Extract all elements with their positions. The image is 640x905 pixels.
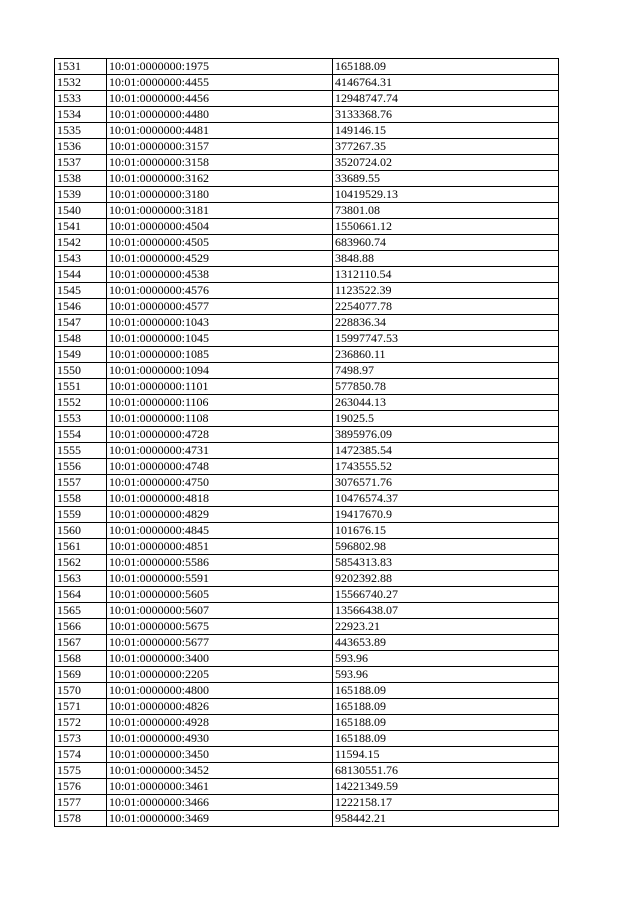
row-number-cell: 1546: [55, 299, 107, 315]
cadastral-number-cell: 10:01:0000000:3450: [107, 747, 333, 763]
value-cell: 1550661.12: [333, 219, 559, 235]
value-cell: 5854313.83: [333, 555, 559, 571]
value-cell: 165188.09: [333, 715, 559, 731]
cadastral-number-cell: 10:01:0000000:4455: [107, 75, 333, 91]
table-row: [55, 283, 559, 299]
cadastral-number-cell: 10:01:0000000:4826: [107, 699, 333, 715]
row-number-cell: 1534: [55, 107, 107, 123]
row-number-cell: 1570: [55, 683, 107, 699]
cadastral-number-cell: 10:01:0000000:4851: [107, 539, 333, 555]
row-number-cell: 1552: [55, 395, 107, 411]
row-number-cell: 1533: [55, 91, 107, 107]
value-cell: 1472385.54: [333, 443, 559, 459]
row-number-cell: 1565: [55, 603, 107, 619]
value-cell: 1123522.39: [333, 283, 559, 299]
table-row: [55, 603, 559, 619]
value-cell: 443653.89: [333, 635, 559, 651]
row-number-cell: 1532: [55, 75, 107, 91]
table-row: [55, 779, 559, 795]
table-row: [55, 731, 559, 747]
row-number-cell: 1539: [55, 187, 107, 203]
row-number-cell: 1542: [55, 235, 107, 251]
cadastral-number-cell: 10:01:0000000:4800: [107, 683, 333, 699]
cadastral-number-cell: 10:01:0000000:4481: [107, 123, 333, 139]
table-row: [55, 171, 559, 187]
cadastral-number-cell: 10:01:0000000:1106: [107, 395, 333, 411]
value-cell: 15997747.53: [333, 331, 559, 347]
table-row: [55, 667, 559, 683]
table-row: [55, 811, 559, 827]
value-cell: 12948747.74: [333, 91, 559, 107]
value-cell: 683960.74: [333, 235, 559, 251]
row-number-cell: 1547: [55, 315, 107, 331]
cadastral-number-cell: 10:01:0000000:1085: [107, 347, 333, 363]
cadastral-value-table: [54, 58, 559, 827]
table-row: [55, 523, 559, 539]
cadastral-number-cell: 10:01:0000000:4505: [107, 235, 333, 251]
cadastral-number-cell: 10:01:0000000:1045: [107, 331, 333, 347]
value-cell: 14221349.59: [333, 779, 559, 795]
row-number-cell: 1535: [55, 123, 107, 139]
table-row: [55, 315, 559, 331]
table-row: [55, 411, 559, 427]
value-cell: 33689.55: [333, 171, 559, 187]
table-row: [55, 555, 559, 571]
value-cell: 1743555.52: [333, 459, 559, 475]
cadastral-number-cell: 10:01:0000000:4748: [107, 459, 333, 475]
value-cell: 377267.35: [333, 139, 559, 155]
table-row: [55, 75, 559, 91]
row-number-cell: 1578: [55, 811, 107, 827]
row-number-cell: 1575: [55, 763, 107, 779]
row-number-cell: 1561: [55, 539, 107, 555]
table-row: [55, 155, 559, 171]
table-row: [55, 651, 559, 667]
table-row: [55, 715, 559, 731]
value-cell: 165188.09: [333, 683, 559, 699]
row-number-cell: 1556: [55, 459, 107, 475]
value-cell: 9202392.88: [333, 571, 559, 587]
row-number-cell: 1543: [55, 251, 107, 267]
value-cell: 11594.15: [333, 747, 559, 763]
table-row: [55, 491, 559, 507]
value-cell: 2254077.78: [333, 299, 559, 315]
cadastral-number-cell: 10:01:0000000:5607: [107, 603, 333, 619]
value-cell: 958442.21: [333, 811, 559, 827]
row-number-cell: 1564: [55, 587, 107, 603]
cadastral-number-cell: 10:01:0000000:1975: [107, 59, 333, 75]
row-number-cell: 1553: [55, 411, 107, 427]
table-row: [55, 443, 559, 459]
value-cell: 3133368.76: [333, 107, 559, 123]
value-cell: 68130551.76: [333, 763, 559, 779]
cadastral-number-cell: 10:01:0000000:3158: [107, 155, 333, 171]
row-number-cell: 1554: [55, 427, 107, 443]
table-row: [55, 795, 559, 811]
value-cell: 3848.88: [333, 251, 559, 267]
row-number-cell: 1538: [55, 171, 107, 187]
row-number-cell: 1574: [55, 747, 107, 763]
cadastral-number-cell: 10:01:0000000:4576: [107, 283, 333, 299]
cadastral-number-cell: 10:01:0000000:3400: [107, 651, 333, 667]
cadastral-number-cell: 10:01:0000000:5591: [107, 571, 333, 587]
table-row: [55, 763, 559, 779]
row-number-cell: 1563: [55, 571, 107, 587]
value-cell: 3076571.76: [333, 475, 559, 491]
value-cell: 7498.97: [333, 363, 559, 379]
row-number-cell: 1536: [55, 139, 107, 155]
table-row: [55, 299, 559, 315]
cadastral-number-cell: 10:01:0000000:4480: [107, 107, 333, 123]
row-number-cell: 1557: [55, 475, 107, 491]
table-row: [55, 363, 559, 379]
cadastral-number-cell: 10:01:0000000:3469: [107, 811, 333, 827]
cadastral-number-cell: 10:01:0000000:5677: [107, 635, 333, 651]
row-number-cell: 1576: [55, 779, 107, 795]
table-row: [55, 347, 559, 363]
value-cell: 165188.09: [333, 731, 559, 747]
cadastral-number-cell: 10:01:0000000:3181: [107, 203, 333, 219]
value-cell: 15566740.27: [333, 587, 559, 603]
table-row: [55, 747, 559, 763]
cadastral-number-cell: 10:01:0000000:3452: [107, 763, 333, 779]
row-number-cell: 1566: [55, 619, 107, 635]
cadastral-number-cell: 10:01:0000000:2205: [107, 667, 333, 683]
row-number-cell: 1558: [55, 491, 107, 507]
table-row: [55, 683, 559, 699]
row-number-cell: 1540: [55, 203, 107, 219]
table-row: [55, 587, 559, 603]
value-cell: 165188.09: [333, 699, 559, 715]
value-cell: 22923.21: [333, 619, 559, 635]
cadastral-number-cell: 10:01:0000000:4504: [107, 219, 333, 235]
row-number-cell: 1548: [55, 331, 107, 347]
cadastral-number-cell: 10:01:0000000:3162: [107, 171, 333, 187]
cadastral-number-cell: 10:01:0000000:1043: [107, 315, 333, 331]
table-row: [55, 251, 559, 267]
cadastral-number-cell: 10:01:0000000:4529: [107, 251, 333, 267]
cadastral-number-cell: 10:01:0000000:4845: [107, 523, 333, 539]
table-row: [55, 395, 559, 411]
table-row: [55, 571, 559, 587]
cadastral-number-cell: 10:01:0000000:5605: [107, 587, 333, 603]
table-row: [55, 619, 559, 635]
row-number-cell: 1549: [55, 347, 107, 363]
table-row: [55, 331, 559, 347]
cadastral-number-cell: 10:01:0000000:1094: [107, 363, 333, 379]
cadastral-number-cell: 10:01:0000000:1108: [107, 411, 333, 427]
cadastral-number-cell: 10:01:0000000:4456: [107, 91, 333, 107]
value-cell: 10419529.13: [333, 187, 559, 203]
row-number-cell: 1572: [55, 715, 107, 731]
table-row: [55, 539, 559, 555]
cadastral-number-cell: 10:01:0000000:4577: [107, 299, 333, 315]
value-cell: 73801.08: [333, 203, 559, 219]
table-row: [55, 427, 559, 443]
table-row: [55, 187, 559, 203]
table-row: [55, 59, 559, 75]
value-cell: 1222158.17: [333, 795, 559, 811]
value-cell: 19025.5: [333, 411, 559, 427]
value-cell: 149146.15: [333, 123, 559, 139]
cadastral-number-cell: 10:01:0000000:4829: [107, 507, 333, 523]
row-number-cell: 1551: [55, 379, 107, 395]
cadastral-number-cell: 10:01:0000000:4728: [107, 427, 333, 443]
cadastral-number-cell: 10:01:0000000:5586: [107, 555, 333, 571]
row-number-cell: 1559: [55, 507, 107, 523]
table-row: [55, 235, 559, 251]
row-number-cell: 1562: [55, 555, 107, 571]
table-row: [55, 699, 559, 715]
row-number-cell: 1560: [55, 523, 107, 539]
value-cell: 3520724.02: [333, 155, 559, 171]
cadastral-number-cell: 10:01:0000000:1101: [107, 379, 333, 395]
value-cell: 3895976.09: [333, 427, 559, 443]
table-row: [55, 459, 559, 475]
value-cell: 1312110.54: [333, 267, 559, 283]
table-row: [55, 123, 559, 139]
cadastral-number-cell: 10:01:0000000:4930: [107, 731, 333, 747]
cadastral-number-cell: 10:01:0000000:3157: [107, 139, 333, 155]
table-row: [55, 379, 559, 395]
row-number-cell: 1550: [55, 363, 107, 379]
cadastral-number-cell: 10:01:0000000:4731: [107, 443, 333, 459]
row-number-cell: 1573: [55, 731, 107, 747]
row-number-cell: 1545: [55, 283, 107, 299]
row-number-cell: 1569: [55, 667, 107, 683]
table-row: [55, 267, 559, 283]
value-cell: 10476574.37: [333, 491, 559, 507]
row-number-cell: 1537: [55, 155, 107, 171]
table-row: [55, 475, 559, 491]
table-row: [55, 219, 559, 235]
cadastral-number-cell: 10:01:0000000:4928: [107, 715, 333, 731]
value-cell: 593.96: [333, 667, 559, 683]
table-row: [55, 139, 559, 155]
cadastral-number-cell: 10:01:0000000:4818: [107, 491, 333, 507]
row-number-cell: 1541: [55, 219, 107, 235]
row-number-cell: 1567: [55, 635, 107, 651]
cadastral-number-cell: 10:01:0000000:4750: [107, 475, 333, 491]
table-row: [55, 507, 559, 523]
value-cell: 228836.34: [333, 315, 559, 331]
value-cell: 19417670.9: [333, 507, 559, 523]
cadastral-number-cell: 10:01:0000000:3466: [107, 795, 333, 811]
cadastral-number-cell: 10:01:0000000:3461: [107, 779, 333, 795]
value-cell: 4146764.31: [333, 75, 559, 91]
table-body: [55, 59, 559, 827]
value-cell: 593.96: [333, 651, 559, 667]
table-row: [55, 203, 559, 219]
value-cell: 101676.15: [333, 523, 559, 539]
table-row: [55, 91, 559, 107]
value-cell: 263044.13: [333, 395, 559, 411]
value-cell: 577850.78: [333, 379, 559, 395]
cadastral-number-cell: 10:01:0000000:4538: [107, 267, 333, 283]
row-number-cell: 1571: [55, 699, 107, 715]
value-cell: 596802.98: [333, 539, 559, 555]
row-number-cell: 1577: [55, 795, 107, 811]
cadastral-number-cell: 10:01:0000000:5675: [107, 619, 333, 635]
row-number-cell: 1544: [55, 267, 107, 283]
row-number-cell: 1568: [55, 651, 107, 667]
value-cell: 165188.09: [333, 59, 559, 75]
cadastral-number-cell: 10:01:0000000:3180: [107, 187, 333, 203]
row-number-cell: 1531: [55, 59, 107, 75]
table-row: [55, 107, 559, 123]
row-number-cell: 1555: [55, 443, 107, 459]
value-cell: 236860.11: [333, 347, 559, 363]
value-cell: 13566438.07: [333, 603, 559, 619]
table-row: [55, 635, 559, 651]
